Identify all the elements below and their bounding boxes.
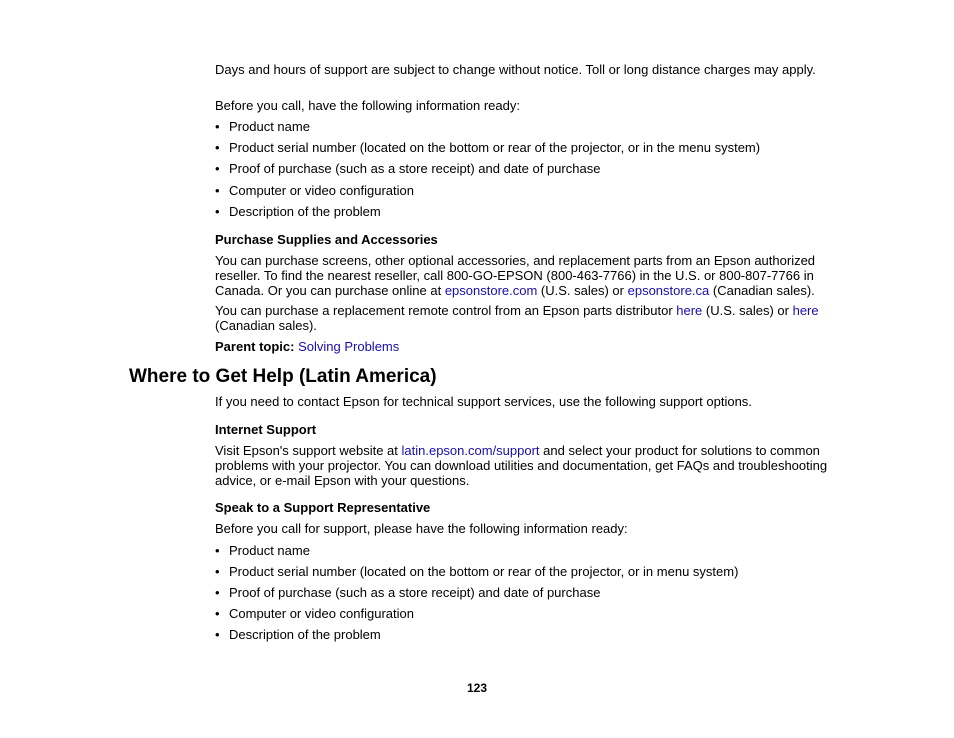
- list-item-text: Proof of purchase (such as a store receipt) and date of purchase: [229, 161, 601, 176]
- list-item: [215, 140, 760, 155]
- list-item: [215, 204, 381, 219]
- bullet: •: [215, 204, 220, 219]
- bullet: •: [215, 119, 220, 134]
- section-title: Where to Get Help (Latin America): [129, 366, 437, 387]
- bullet: •: [215, 585, 220, 600]
- internet-text-b: and select your product for solutions to common problems with your projector. You can download utilities and documentation, get FAQs and troubleshooting advice, or e-mail Epson with your questions.: [215, 443, 828, 488]
- internet-support-heading: Internet Support: [215, 422, 317, 437]
- bullet: •: [215, 543, 220, 558]
- canada-parts-link[interactable]: here: [792, 303, 819, 318]
- list-item: [215, 585, 600, 600]
- internet-support-paragraph: [215, 443, 830, 488]
- list-item-text: Product name: [229, 119, 310, 134]
- purchase-heading: Purchase Supplies and Accessories: [215, 232, 438, 247]
- list-item: [215, 119, 310, 134]
- speak-heading: Speak to a Support Representative: [215, 500, 431, 515]
- purchase-paragraph: [215, 253, 830, 298]
- list-item-text: Product serial number (located on the bottom or rear of the projector, or in menu system): [229, 564, 739, 579]
- support-notice: Days and hours of support are subject to change without notice. Toll or long distance charges may apply.: [215, 62, 816, 77]
- bullet: •: [215, 564, 220, 579]
- remote-text-c: (Canadian sales).: [215, 318, 317, 333]
- epsonstore-ca-link[interactable]: epsonstore.ca: [627, 283, 710, 298]
- latin-support-link[interactable]: latin.epson.com/support: [401, 443, 540, 458]
- list-item-text: Product serial number (located on the bottom or rear of the projector, or in the menu system): [229, 140, 761, 155]
- parent-topic-link[interactable]: Solving Problems: [298, 339, 400, 354]
- epsonstore-com-link[interactable]: epsonstore.com: [444, 283, 538, 298]
- bullet: •: [215, 627, 220, 642]
- list-item-text: Product name: [229, 543, 310, 558]
- parent-topic: [215, 339, 830, 354]
- bullet: •: [215, 606, 220, 621]
- list-item-text: Description of the problem: [229, 627, 381, 642]
- list-item: [215, 543, 310, 558]
- parent-topic-label: Parent topic:: [215, 339, 295, 354]
- page-number: 123: [466, 681, 488, 695]
- list-item: [215, 161, 600, 176]
- purchase-text-c: (Canadian sales).: [709, 283, 815, 298]
- latin-intro: If you need to contact Epson for technical support services, use the following support options.: [215, 394, 752, 409]
- list-item-text: Computer or video configuration: [229, 606, 414, 621]
- list-item: [215, 606, 414, 621]
- remote-paragraph: [215, 303, 830, 333]
- list-item: [215, 183, 414, 198]
- remote-text-b: (U.S. sales) or: [702, 303, 793, 318]
- list-item: [215, 627, 381, 642]
- list-item-text: Description of the problem: [229, 204, 381, 219]
- purchase-text-b: (U.S. sales) or: [537, 283, 628, 298]
- internet-text-a: Visit Epson's support website at: [215, 443, 402, 458]
- bullet: •: [215, 161, 220, 176]
- purchase-text-a: You can purchase screens, other optional accessories, and replacement parts from an Epson authorized reseller. To find the nearest reseller, call 800-GO-EPSON (800-463-7766) in the U.S. or 800-807-7766 in Canada. Or you can purchase online at: [215, 253, 816, 298]
- speak-intro: Before you call for support, please have the following information ready:: [215, 521, 628, 536]
- list-item-text: Proof of purchase (such as a store receipt) and date of purchase: [229, 585, 601, 600]
- bullet: •: [215, 140, 220, 155]
- list-item-text: Computer or video configuration: [229, 183, 414, 198]
- before-call-text: Before you call, have the following information ready:: [215, 98, 520, 113]
- remote-text-a: You can purchase a replacement remote control from an Epson parts distributor: [215, 303, 677, 318]
- bullet: •: [215, 183, 220, 198]
- list-item: [215, 564, 738, 579]
- us-parts-link[interactable]: here: [676, 303, 703, 318]
